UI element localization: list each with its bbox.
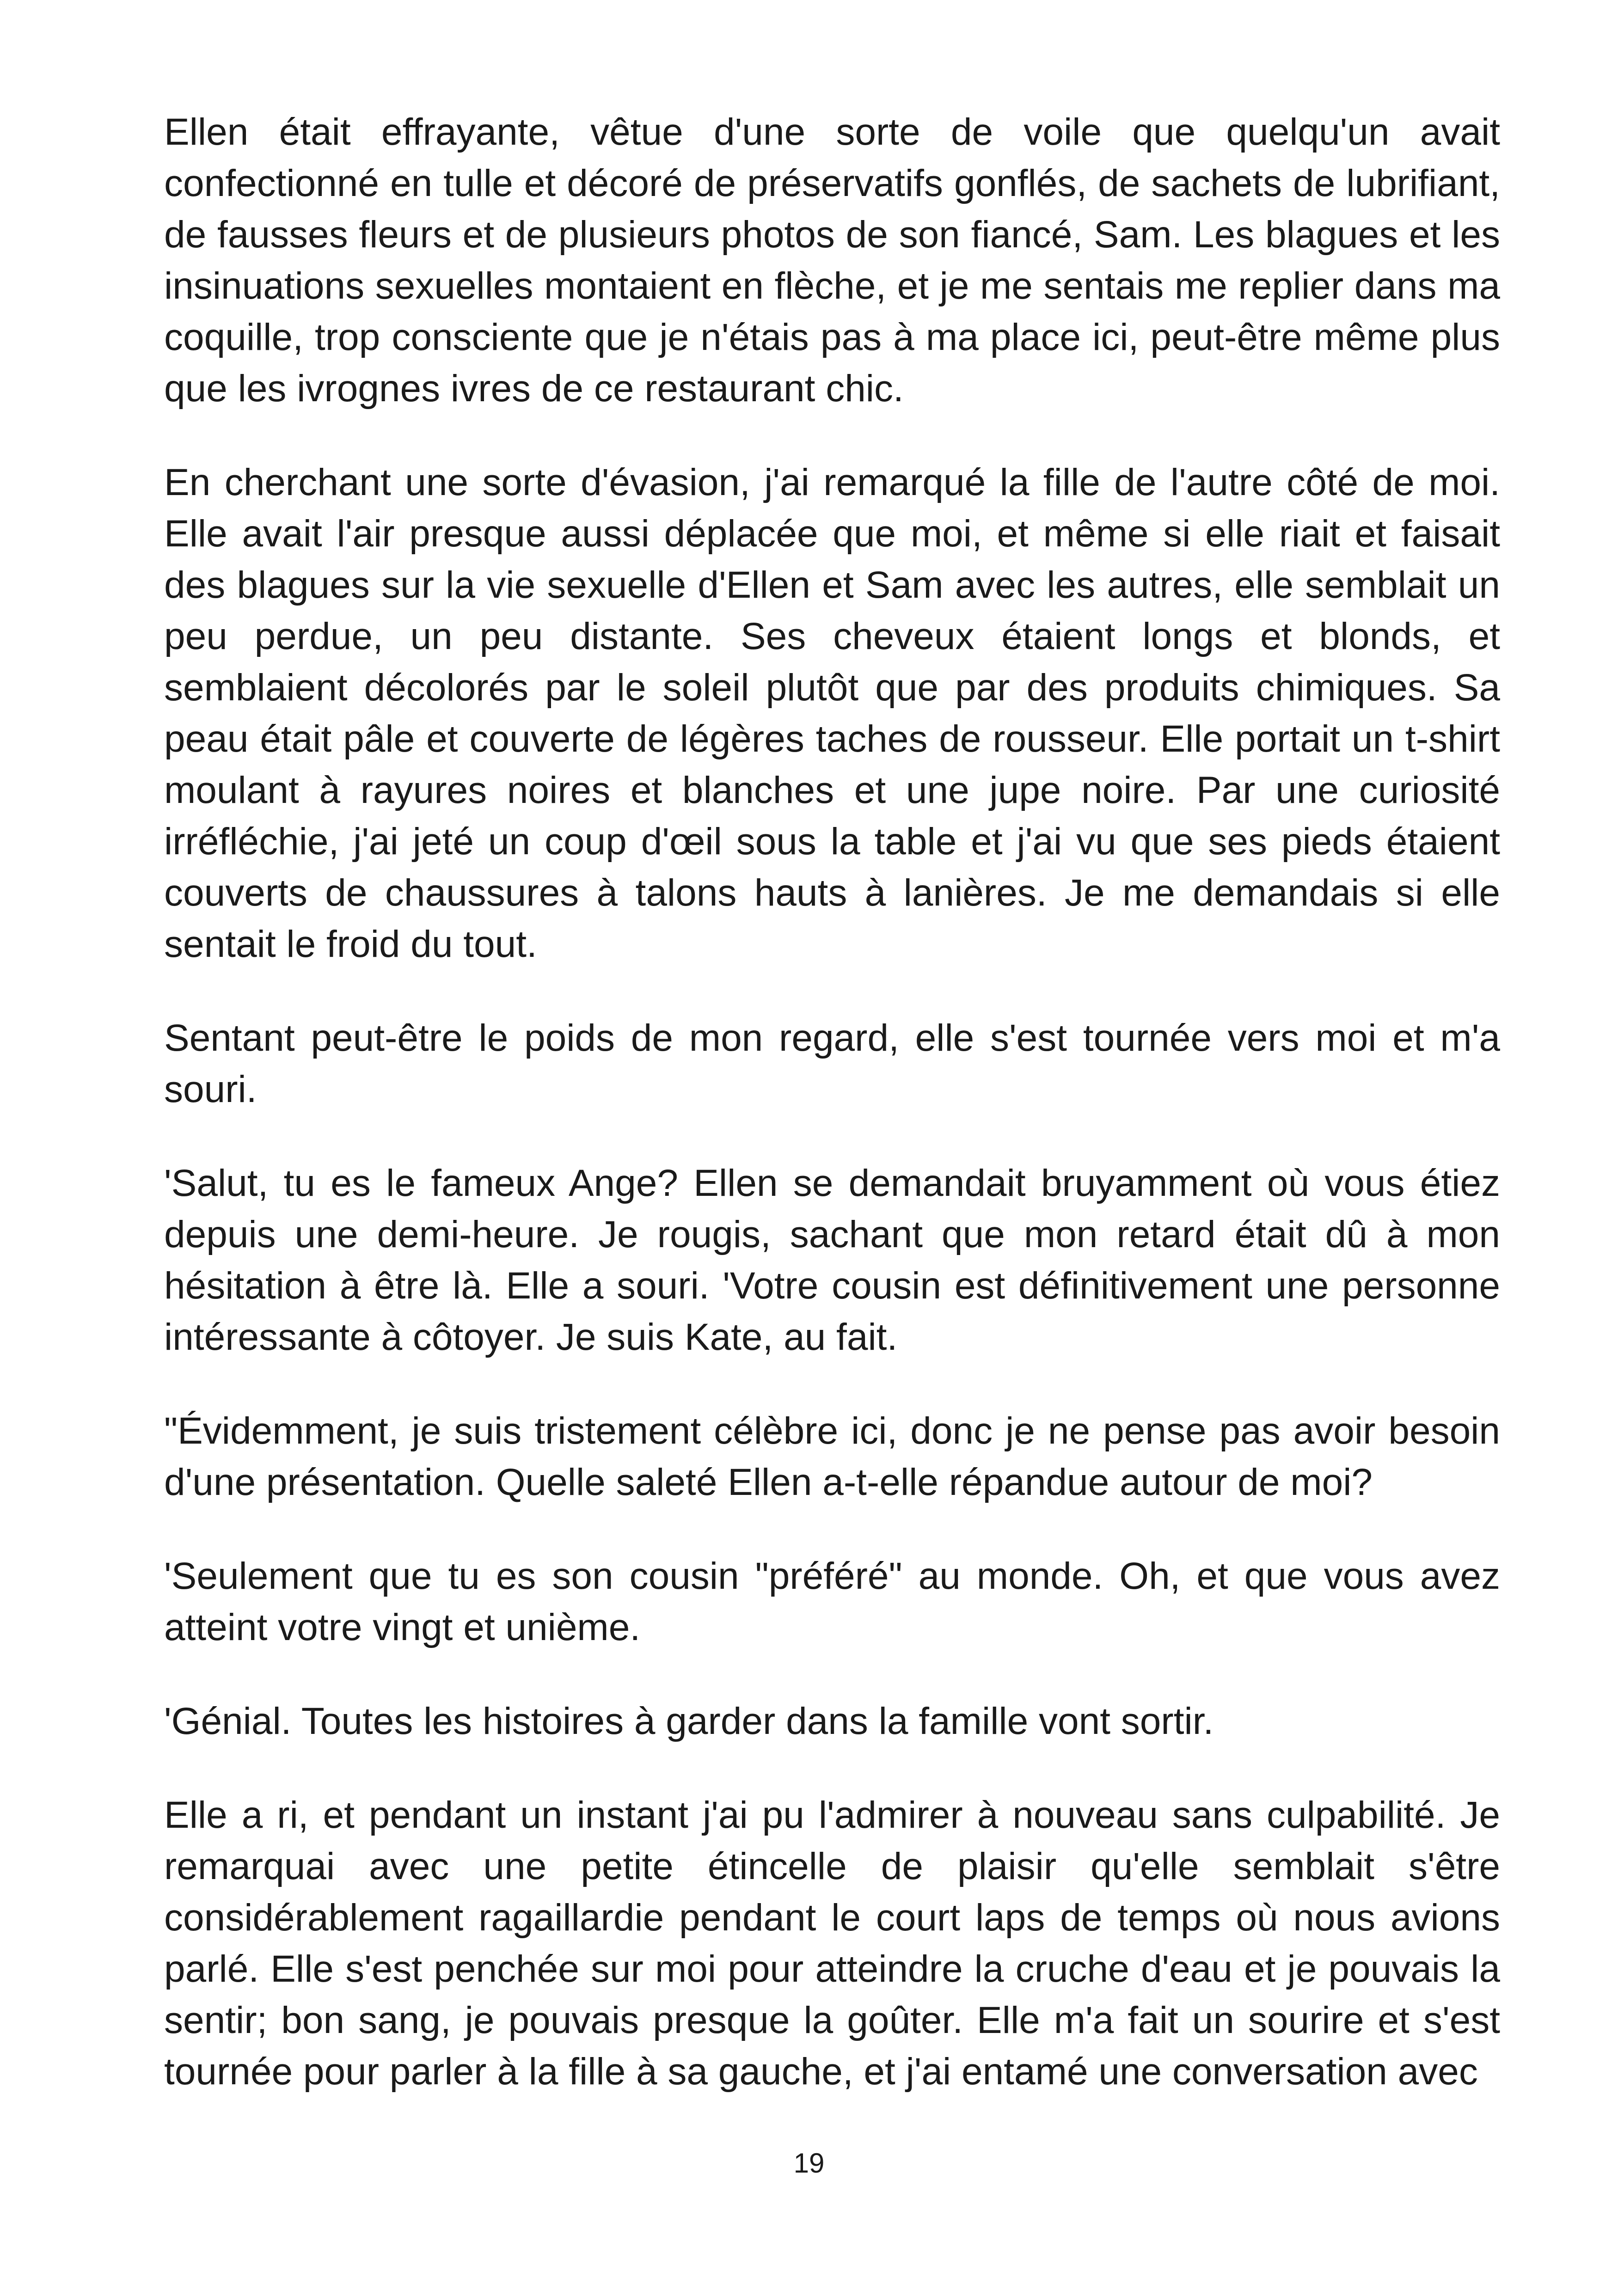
paragraph-6: 'Seulement que tu es son cousin "préféré" au monde. Oh, et que vous avez atteint votre vingt et unième. (164, 1555, 1500, 1648)
paragraph-8: Elle a ri, et pendant un instant j'ai pu l'admirer à nouveau sans culpabilité. Je remarquai avec une petite étincelle de plaisir qu'elle semblait s'être considérablement ragaillardie pendant le court laps de temps où nous avions parlé. Elle s'est penchée sur moi pour atteindre la cruche d'eau et je pouvais la sentir; bon sang, je pouvais presque la goûter. Elle m'a fait un sourire et s'est tournée pour parler à la fille à sa gauche, et j'ai entamé une conversation avec (164, 1794, 1500, 2093)
paragraph-2: En cherchant une sorte d'évasion, j'ai remarqué la fille de l'autre côté de moi. Elle avait l'air presque aussi déplacée que moi, et même si elle riait et faisait des blagues sur la vie sexuelle d'Ellen et Sam avec les autres, elle semblait un peu perdue, un peu distante. Ses cheveux étaient longs et blonds, et semblaient décolorés par le soleil plutôt que par des produits chimiques. Sa peau était pâle et couverte de légères taches de rousseur. Elle portait un t-shirt moulant à rayures noires et blanches et une jupe noire. Par une curiosité irréfléchie, j'ai jeté un coup d'œil sous la table et j'ai vu que ses pieds étaient couverts de chaussures à talons hauts à lanières. Je me demandais si elle sentait le froid du tout. (164, 461, 1500, 965)
paragraph-1: Ellen était effrayante, vêtue d'une sorte de voile que quelqu'un avait confectionné en tulle et décoré de préservatifs gonflés, de sachets de lubrifiant, de fausses fleurs et de plusieurs photos de son fiancé, Sam. Les blagues et les insinuations sexuelles montaient en flèche, et je me sentais me replier dans ma coquille, trop consciente que je n'étais pas à ma place ici, peut-être même plus que les ivrognes ivres de ce restaurant chic. (164, 111, 1500, 410)
body-text (164, 106, 1500, 2097)
paragraph-5: "Évidemment, je suis tristement célèbre ici, donc je ne pense pas avoir besoin d'une présentation. Quelle saleté Ellen a-t-elle répandue autour de moi? (164, 1410, 1500, 1503)
paragraph-4: 'Salut, tu es le fameux Ange? Ellen se demandait bruyamment où vous étiez depuis une demi-heure. Je rougis, sachant que mon retard était dû à mon hésitation à être là. Elle a souri. 'Votre cousin est définitivement une personne intéressante à côtoyer. Je suis Kate, au fait. (164, 1162, 1500, 1358)
paragraph-3: Sentant peut-être le poids de mon regard, elle s'est tournée vers moi et m'a souri. (164, 1017, 1500, 1110)
paragraph-7: 'Génial. Toutes les histoires à garder dans la famille vont sortir. (164, 1700, 1214, 1742)
page-number: 19 (793, 2148, 825, 2179)
